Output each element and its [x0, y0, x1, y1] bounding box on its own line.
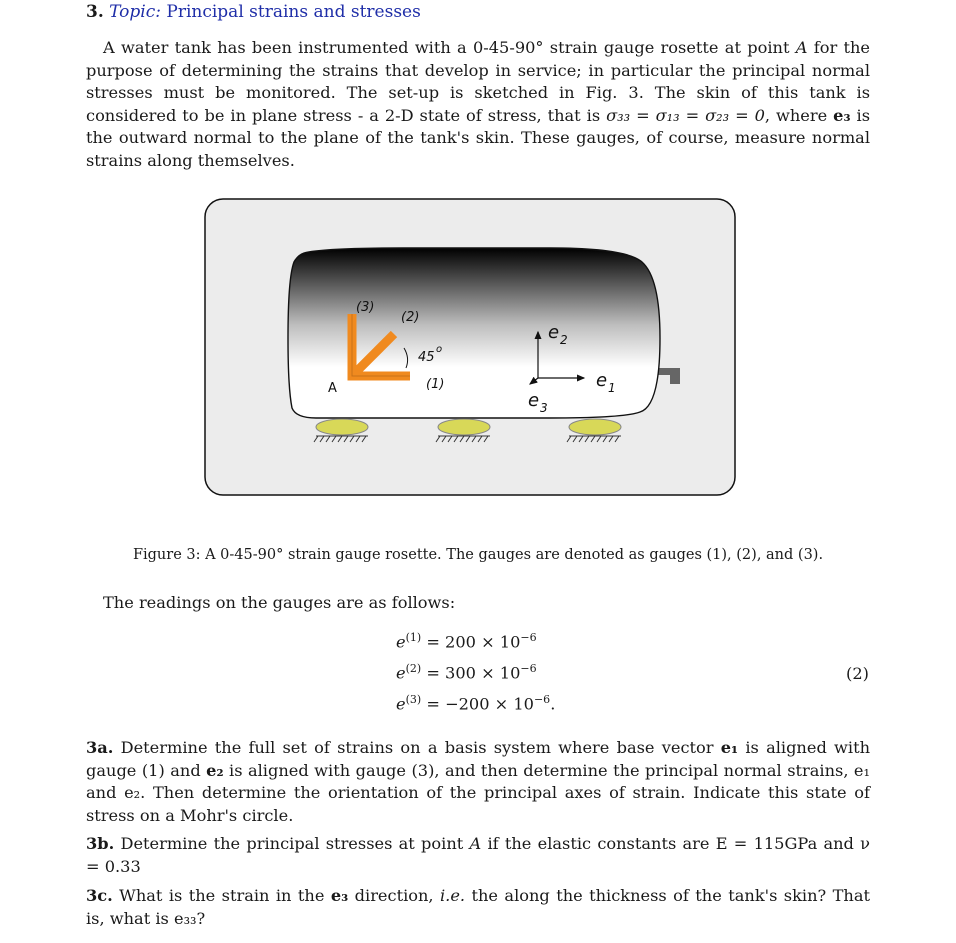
label-e1-sub: 1: [608, 381, 616, 395]
equation-number: (2): [846, 664, 869, 683]
label-gauge-2: (2): [401, 310, 420, 325]
question-3c-text-3: the along the thickness of the tank's skin? That is, what is e₃₃?: [86, 886, 870, 928]
reading-3-symbol: e: [396, 694, 406, 714]
label-angle: 45: [418, 350, 435, 365]
reading-3-value: = −200 × 10: [421, 694, 534, 714]
reading-1-exponent: −6: [520, 631, 537, 644]
intro-text-1: A water tank has been instrumented with a 0-45-90° strain gauge rosette at point: [103, 38, 796, 57]
question-3a-e1-vector: e₁: [720, 738, 739, 757]
reading-1-value: = 200 × 10: [421, 632, 521, 652]
problem-heading: [86, 2, 421, 22]
reading-3-superscript: (3): [405, 693, 422, 706]
question-3a-text-2: is aligned with gauge (1) and: [86, 738, 870, 780]
reading-gauge-1: [396, 631, 537, 651]
figure-caption: Figure 3: A 0-45-90° strain gauge rosette. The gauges are denoted as gauges (1), (2), and (3).: [132, 547, 824, 563]
topic-label: Topic:: [109, 2, 161, 22]
reading-3-period: .: [550, 694, 556, 714]
intro-stress-condition: σ₃₃ = σ₁₃ = σ₂₃ = 0: [606, 105, 765, 125]
label-e3-sub: 3: [540, 401, 548, 415]
reading-1-symbol: e: [396, 632, 406, 652]
question-3b: [86, 833, 870, 878]
problem-number: 3.: [86, 2, 104, 22]
intro-text-2: for the purpose of determining the strains that develop in service; in particular the principal normal stresses must be monitored. The set-up is sketched in Fig. 3. The skin of this tank is considered to be in plane stress - a 2-D state of stress, that is: [86, 38, 870, 125]
intro-text-4: is the outward normal to the plane of the tank's skin. These gauges, of course, measure normal strains along themselves.: [86, 105, 871, 170]
tank-diagram: [204, 198, 736, 496]
reading-2-symbol: e: [396, 663, 406, 683]
reading-2-superscript: (2): [405, 662, 422, 675]
label-e3: e: [528, 390, 540, 411]
question-3c-label: 3c.: [86, 886, 113, 905]
question-3b-text-1: Determine the principal stresses at point: [114, 834, 470, 853]
readings-intro: The readings on the gauges are as follows:: [103, 593, 456, 612]
intro-paragraph: [86, 37, 870, 173]
label-e2-sub: 2: [560, 333, 568, 347]
question-3c: [86, 885, 870, 930]
question-3b-point-a: A: [469, 834, 482, 853]
question-3b-text-2: if the elastic constants are E = 115GPa and ν = 0.33: [86, 834, 870, 876]
label-gauge-3: (3): [356, 300, 375, 315]
question-3c-ie: i.e.: [440, 886, 466, 905]
reading-2-exponent: −6: [520, 662, 537, 675]
reading-2-value: = 300 × 10: [421, 663, 521, 683]
question-3a-label: 3a.: [86, 738, 114, 757]
question-3b-label: 3b.: [86, 834, 115, 853]
topic-line: [109, 2, 421, 22]
question-3a: [86, 737, 870, 827]
intro-point-a: A: [795, 38, 808, 57]
label-e2: e: [548, 322, 560, 343]
label-gauge-1: (1): [426, 377, 445, 392]
intro-text-3: , where: [764, 105, 834, 125]
support-middle: [438, 419, 490, 435]
label-e1: e: [596, 370, 608, 391]
reading-gauge-2: [396, 662, 537, 682]
question-3c-e3-vector: e₃: [330, 886, 349, 905]
reading-3-exponent: −6: [533, 693, 551, 706]
topic-text: Principal strains and stresses: [166, 2, 421, 22]
intro-e3-vector: e₃: [833, 105, 851, 125]
label-point-a: A: [328, 381, 337, 396]
question-3a-e2-vector: e₂: [206, 760, 224, 780]
reading-1-superscript: (1): [405, 631, 422, 644]
support-left: [316, 419, 368, 435]
question-3a-text-1: Determine the full set of strains on a basis system where base vector: [113, 738, 721, 757]
support-right: [569, 419, 621, 435]
reading-gauge-3: [396, 693, 555, 713]
question-3c-text-2: direction,: [348, 886, 440, 905]
tank-body: [288, 248, 660, 418]
figure-3-tank-sketch: [204, 198, 736, 496]
label-angle-degree: o: [436, 344, 443, 355]
question-3a-text-3: is aligned with gauge (3), and then determine the principal normal strains, e₁ and e₂. Then determine the orientation of the principal axes of strain. Indicate this state of stress on a Mohr's circle.: [86, 760, 870, 825]
question-3c-text-1: What is the strain in the: [112, 886, 331, 905]
